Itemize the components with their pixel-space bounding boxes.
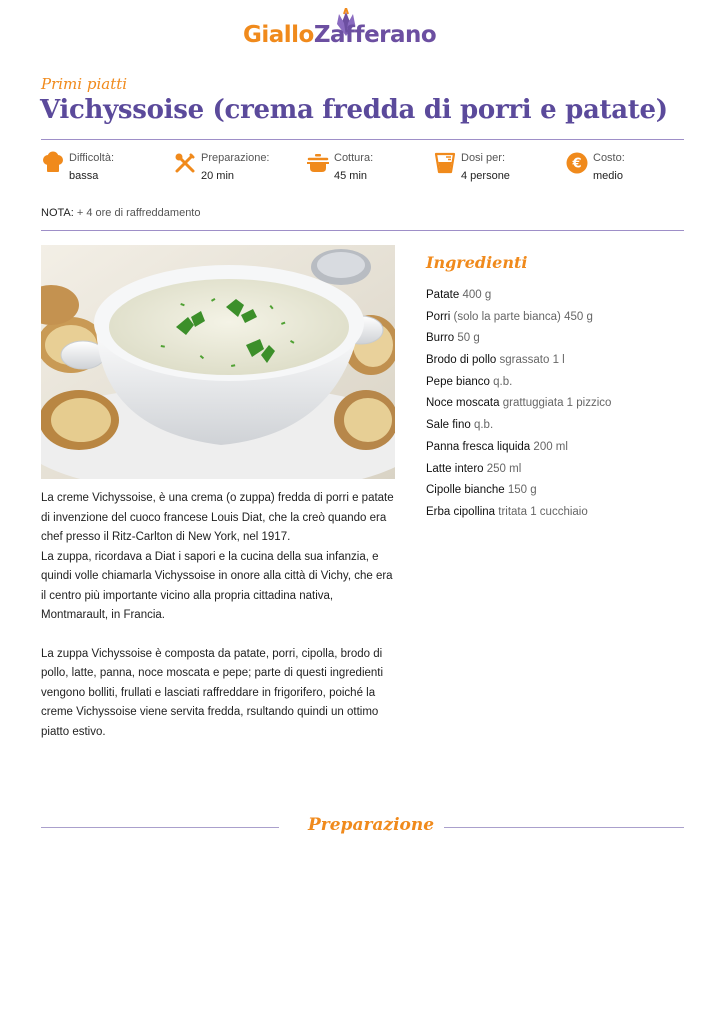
preparation-divider-right [444, 827, 684, 828]
preparation-divider-left [41, 827, 279, 828]
title-divider [41, 139, 684, 140]
measuring-cup-icon [433, 151, 457, 175]
info-value: medio [593, 170, 623, 182]
info-value: bassa [69, 170, 99, 182]
svg-text:€: € [572, 156, 582, 172]
preparation-title: Preparazione [308, 815, 435, 835]
recipe-title: Vichyssoise (crema fredda di porri e patate) [40, 95, 668, 125]
info-label: Dosi per: [461, 152, 506, 164]
recipe-photo [41, 245, 395, 479]
info-value: 20 min [201, 170, 235, 182]
recipe-description [41, 489, 395, 761]
ingredient-item: Brodo di pollo sgrassato 1 l [426, 354, 565, 367]
ingredient-item: Sale fino q.b. [426, 419, 494, 432]
ingredients-title: Ingredienti [426, 253, 528, 272]
logo-wordmark: GialloZafferano [243, 22, 437, 48]
info-label: Cottura: [334, 152, 374, 164]
info-servings [433, 150, 563, 190]
ingredient-item: Burro 50 g [426, 332, 480, 345]
note-text: + 4 ore di raffreddamento [76, 207, 201, 219]
info-cooking [306, 150, 436, 190]
ingredient-item: Latte intero 250 ml [426, 462, 522, 475]
description-paragraph: La creme Vichyssoise, è una crema (o zuppa) fredda di porri e patate di invenzione del cuoco francese Louis Diat, che la creò quando era chef presso il Ritz-Carlton di New York, nel 1917. La zuppa, ricordava a Diat i sapori e la cucina della sua infanzia, e quindi volle chiamarla Vichyssoise in onore alla città di Vichy, che era il centro più importante vicino alla propria cittadina nativa, Montmarault, in Francia. [41, 492, 394, 621]
info-preparation [173, 150, 303, 190]
info-label: Preparazione: [201, 152, 270, 164]
ingredients-list [426, 289, 686, 528]
ingredient-item: Cipolle bianche 150 g [426, 484, 537, 497]
recipe-category: Primi piatti [41, 75, 128, 93]
info-label: Costo: [593, 152, 625, 164]
ingredient-item: Patate 400 g [426, 289, 492, 301]
info-cost [565, 150, 695, 190]
info-difficulty [41, 150, 171, 190]
info-value: 4 persone [461, 170, 510, 182]
description-paragraph: La zuppa Vichyssoise è composta da patate, porri, cipolla, brodo di pollo, latte, panna, noce moscata e pepe; parte di questi ingredienti vengono bolliti, frullati e lasciati raffreddare in frigorifero, poiché la creme Vichyssoise viene servita fredda, rsultando quindi un ottimo piatto estivo. [41, 647, 384, 738]
info-value: 45 min [334, 170, 368, 182]
ingredient-item: Porri (solo la parte bianca) 450 g [426, 310, 593, 323]
giallozafferano-logo[interactable] [243, 8, 483, 56]
pot-icon [306, 151, 330, 175]
note-label: NOTA: [41, 207, 74, 219]
euro-coin-icon [565, 151, 589, 175]
ingredient-item: Erba cipollina tritata 1 cucchiaio [426, 505, 588, 518]
info-divider [41, 230, 684, 231]
ingredient-item: Panna fresca liquida 200 ml [426, 440, 568, 453]
chef-hat-icon [41, 151, 65, 175]
ingredient-item: Noce moscata grattuggiata 1 pizzico [426, 397, 612, 410]
utensils-icon [173, 151, 197, 175]
ingredient-item: Pepe bianco q.b. [426, 375, 513, 388]
recipe-note [41, 207, 201, 219]
info-label: Difficoltà: [69, 152, 115, 164]
